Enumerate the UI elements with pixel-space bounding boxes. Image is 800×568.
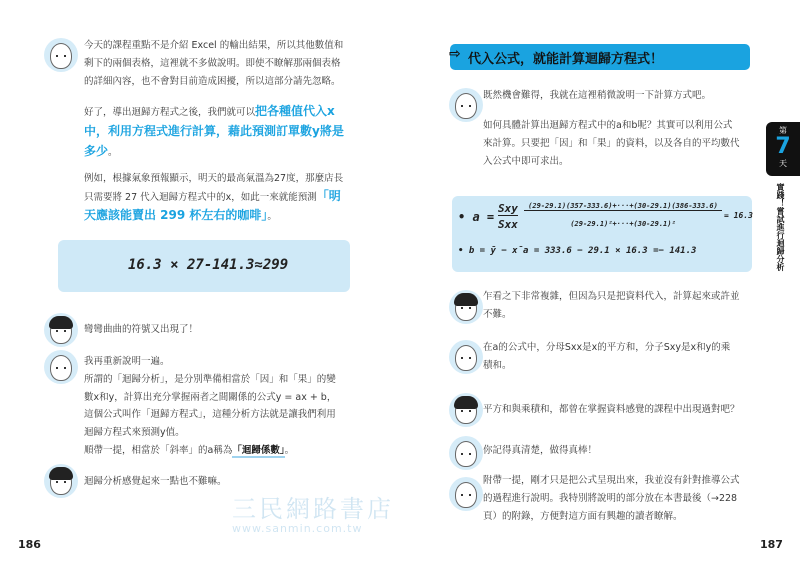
teacher-avatar <box>44 350 78 384</box>
page-number-left: 186 <box>18 538 41 551</box>
dialogue-student-1: 彎彎曲曲的符號又出現了！ <box>84 324 199 335</box>
text-line: 的詳細內容，也不會對目前造成困擾，所以這部分請先忽略。 <box>84 75 341 87</box>
teacher-avatar <box>449 436 483 470</box>
paragraph-1 <box>84 37 343 90</box>
dialogue-teacher-intro: 既然機會難得，我就在這裡稍微說明一下計算方式吧。 <box>483 90 712 101</box>
dialogue-teacher-3: 你記得真清楚，做得真棒！ <box>483 445 598 456</box>
formula-a-sxy: Sxy <box>498 202 518 215</box>
formula-b: • b = ȳ − x̄a = 333.6 − 29.1 × 16.3 =− 141.3 <box>458 246 697 256</box>
formula-prediction: 16.3 × 27-141.3≈299 <box>128 257 289 273</box>
text: 。 <box>267 210 277 222</box>
highlight: 天應該能賣出 299 杯左右的咖啡」 <box>84 207 268 222</box>
dialogue-teacher-1 <box>84 353 336 460</box>
text-line: 例如，根據氣象預報顯示，明天的最高氣溫為27度，那麼店長 <box>84 173 344 184</box>
highlight: 「明 <box>316 188 341 203</box>
teacher-avatar <box>449 88 483 122</box>
text-line: 如何具體計算出迴歸方程式中的a和b呢？其實可以利用公式 <box>483 120 733 131</box>
text-line: 今天的課程重點不是介紹 Excel 的輸出結果，所以其他數值和 <box>84 40 344 51</box>
formula-a-sxx: Sxx <box>498 218 518 231</box>
text-line: 的過程進行說明。我特別將說明的部分放在本書最後（→228 <box>483 492 738 504</box>
text-line: 我再重新說明一遍。 <box>84 356 170 367</box>
teacher-avatar <box>449 477 483 511</box>
teacher-avatar <box>449 340 483 374</box>
watermark <box>232 496 394 536</box>
paragraph-2 <box>84 102 344 162</box>
dialogue-teacher-2 <box>483 339 730 375</box>
chapter-tab-bottom: 天 <box>779 159 787 168</box>
highlight: 中，利用方程式進行計算，藉此預測訂單數y將是 <box>84 124 344 138</box>
formula-a-result: = 16.3 <box>724 211 753 220</box>
student-avatar <box>449 393 483 427</box>
paragraph-explain <box>483 117 740 170</box>
watermark-text: 三民網路書店 <box>232 495 394 523</box>
text-line: 來計算。只要把「因」和「果」的資料，以及各自的平均數代 <box>483 137 740 149</box>
formula-box <box>452 196 752 272</box>
formula-box <box>58 240 350 292</box>
text: 順帶一提，相當於「斜率」的a稱為 <box>84 444 233 456</box>
student-avatar <box>44 464 78 498</box>
teacher-avatar <box>44 38 78 72</box>
chapter-tab-top: 第 <box>779 126 787 135</box>
arrow-icon: ⇨ <box>449 46 461 62</box>
dialogue-teacher-4 <box>483 472 740 525</box>
formula-a-lhs: • a = <box>458 210 495 224</box>
text-line: 剩下的兩個表格，這裡就不多做說明。即使不瞭解那兩個表格 <box>84 57 341 69</box>
formula-a-denominator: (29-29.1)²+···+(30-29.1)² <box>570 220 676 228</box>
term-regression-coefficient: 「迴歸係數」 <box>232 444 285 456</box>
student-avatar <box>449 290 483 324</box>
chapter-tab <box>766 122 800 176</box>
text-line: 迴歸方程式來預測y值。 <box>84 427 185 439</box>
text-line: 附帶一提，剛才只是把公式呈現出來，我並沒有針對推導公式 <box>483 475 740 486</box>
text-line: 在a的公式中，分母Sxx是x的平方和，分子Sxy是x和y的乘 <box>483 342 731 353</box>
text-line: 數x和y，計算出充分掌握兩者之間關係的公式y = ax + b， <box>84 391 337 403</box>
chapter-title-vertical: 實踐！嘗試進行迴歸分析 <box>776 183 785 271</box>
text: 。 <box>284 444 295 456</box>
text-line: 不難。 <box>483 308 512 320</box>
dialogue-student-4: 平方和與乘積和，都曾在掌握資料感覺的課程中出現過對吧？ <box>483 404 740 415</box>
text-line: 入公式中即可求出。 <box>483 155 569 167</box>
formula-a-numerator: (29-29.1)(357-333.6)+···+(30-29.1)(386-333.6) <box>524 202 722 211</box>
text-line: 積和。 <box>483 359 512 371</box>
paragraph-3 <box>84 170 343 225</box>
section-heading: 代入公式，就能計算迴歸方程式！ <box>468 52 664 67</box>
text-line: 乍看之下非常複雜，但因為只是把資料代入，計算起來或許並 <box>483 291 740 302</box>
text-line: 頁）的附錄，方便對這方面有興趣的讀者瞭解。 <box>483 510 683 522</box>
student-avatar <box>44 313 78 347</box>
text-line: 只需要將 27 代入迴歸方程式中的x，如此一來就能預測 <box>84 191 317 203</box>
watermark-url: www.sanmin.com.tw <box>232 522 363 535</box>
highlight: 多少 <box>84 144 109 158</box>
text-line: 所謂的「迴歸分析」，是分別準備相當於「因」和「果」的變 <box>84 373 336 385</box>
dialogue-student-3 <box>483 288 740 324</box>
page-number-right: 187 <box>760 538 783 551</box>
text: 。 <box>108 147 118 158</box>
text: 好了，導出迴歸方程式之後，我們就可以 <box>84 107 256 118</box>
text-line: 這個公式叫作「迴歸方程式」，這種分析方法就是讓我們利用 <box>84 409 336 421</box>
chapter-number: 7 <box>775 134 791 159</box>
dialogue-student-2: 迴歸分析感覺起來一點也不難嘛。 <box>84 476 227 487</box>
highlight: 把各種值代入x <box>255 104 335 118</box>
